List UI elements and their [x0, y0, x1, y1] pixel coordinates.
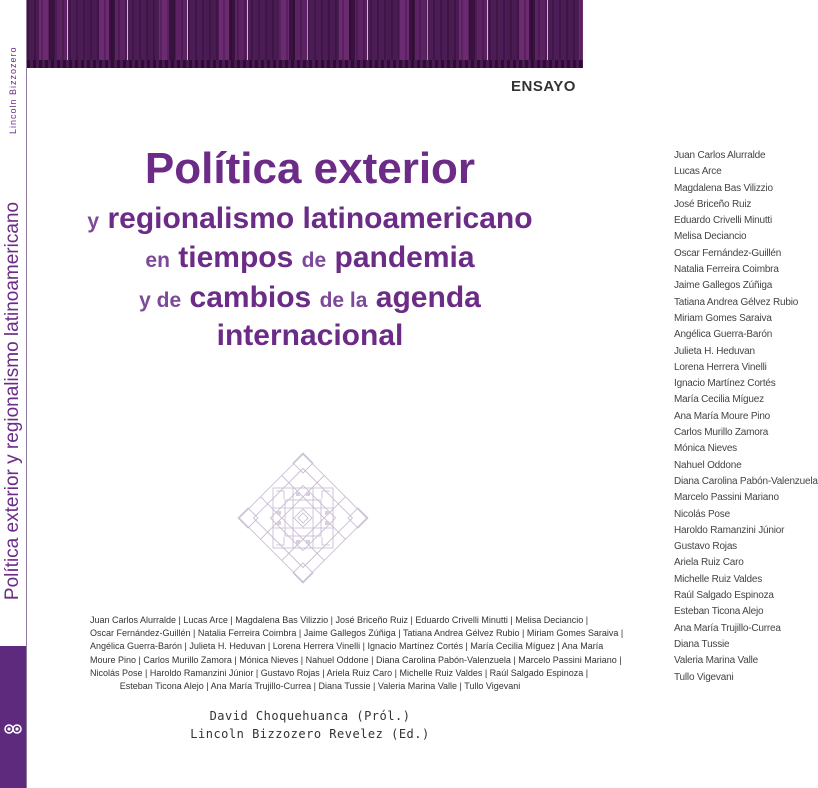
contributor-name: Valeria Marina Valle: [674, 655, 759, 667]
contributor-name: Michelle Ruiz Valdes: [674, 573, 763, 585]
contributor-name: María Cecilia Míguez: [674, 394, 764, 406]
contributor-name: Ariela Ruiz Caro: [674, 557, 744, 569]
contributor-name: Oscar Fernández-Guillén: [674, 247, 782, 259]
contributor-name: Juan Carlos Alurralde: [674, 150, 766, 161]
contributor-name: Ana María Moure Pino: [674, 410, 771, 422]
contributor-name: Jaime Gallegos Zúñiga: [674, 280, 773, 292]
prologue-credit: David Choquehuanca (Pról.): [209, 709, 411, 723]
series-label: ENSAYO: [511, 78, 576, 95]
contributor-name: Marcelo Passini Mariano: [674, 492, 779, 504]
contributor-name: Julieta H. Heduvan: [674, 345, 755, 357]
contributors-line: Juan Carlos Alurralde | Lucas Arce | Magdalena Bas Vilizzio | José Briceño Ruiz | Eduardo Crivelli Minutti | Melisa Deciancio |: [90, 615, 589, 625]
spine-color-band: [0, 646, 26, 788]
title-line-3: [40, 243, 580, 273]
contributor-name: Diana Carolina Pabón-Valenzuela: [674, 475, 818, 487]
contributor-list: [674, 148, 818, 686]
contributor-name: Angélica Guerra-Barón: [674, 329, 773, 341]
textile-banner-image: [27, 0, 583, 68]
contributors-line: Nicolás Pose | Haroldo Ramanzini Júnior | Gustavo Rojas | Ariela Ruiz Caro | Michelle Ruiz Valdes | Raúl Salgado Espinoza |: [90, 667, 589, 678]
contributor-name: Tatiana Andrea Gélvez Rubio: [674, 296, 799, 308]
spiral-logo-icon: [4, 722, 22, 736]
title-word: pandemia: [334, 241, 475, 274]
title-connector: y: [87, 210, 100, 233]
contributor-name: Haroldo Ramanzini Júnior: [674, 524, 785, 536]
title-line-4: [40, 283, 580, 313]
title-word: regionalismo latinoamericano: [107, 202, 533, 235]
title-word: cambios: [189, 281, 312, 314]
title-word: agenda: [375, 281, 481, 314]
contributor-name: Eduardo Crivelli Minutti: [674, 215, 773, 227]
andean-textile-emblem-icon: [228, 443, 378, 593]
contributor-name: Lorena Herrera Vinelli: [674, 361, 767, 373]
contributor-name: Melisa Deciancio: [674, 231, 747, 243]
title-line-1: Política exterior: [144, 144, 476, 193]
contributor-name: Ignacio Martínez Cortés: [674, 378, 776, 390]
spine-divider: [26, 0, 27, 788]
title-connector: y de: [139, 289, 182, 312]
contributors-line: Moure Pino | Carlos Murillo Zamora | Mónica Nieves | Nahuel Oddone | Diana Carolina Pabón-Valenzuela | Marcelo Passini Mariano |: [90, 654, 622, 665]
contributor-name: Diana Tussie: [674, 638, 730, 650]
book-spine: [0, 0, 26, 788]
contributor-name: Gustavo Rojas: [674, 541, 737, 553]
contributor-name: Ana María Trujillo-Currea: [674, 622, 781, 634]
contributor-name: Magdalena Bas Vilizzio: [674, 182, 773, 194]
editor-credit: Lincoln Bizzozero Revelez (Ed.): [190, 727, 430, 741]
contributor-name: Mónica Nieves: [674, 443, 737, 455]
title-connector: de la: [319, 289, 368, 312]
spine-author: Lincoln Bizzozero: [8, 46, 18, 134]
spine-title: Política exterior y regionalismo latinoamericano: [2, 201, 23, 601]
title-word: tiempos: [178, 241, 294, 274]
contributor-name: Nicolás Pose: [674, 508, 730, 520]
title-connector: de: [301, 249, 327, 272]
contributor-name: Carlos Murillo Zamora: [674, 427, 769, 439]
title-line-5: internacional: [216, 319, 404, 352]
contributor-name: Esteban Ticona Alejo: [674, 606, 764, 618]
contributor-name: Tullo Vigevani: [674, 671, 734, 683]
title-line-2: [40, 204, 580, 234]
contributor-name: Miriam Gomes Saraiva: [674, 312, 772, 324]
title-connector: en: [145, 249, 170, 272]
contributors-line: Oscar Fernández-Guillén | Natalia Ferreira Coimbra | Jaime Gallegos Zúñiga | Tatiana Andrea Gélvez Rubio | Miriam Gomes Saraiva |: [90, 628, 624, 639]
contributor-name: José Briceño Ruiz: [674, 198, 752, 210]
contributor-name: Lucas Arce: [674, 166, 722, 178]
contributor-name: Raúl Salgado Espinoza: [674, 590, 774, 602]
contributors-paragraph: [90, 614, 624, 693]
contributor-name: Nahuel Oddone: [674, 459, 742, 471]
contributors-line: Esteban Ticona Alejo | Ana María Trujillo-Currea | Diana Tussie | Valeria Marina Valle | Tullo Vigevani: [119, 681, 521, 692]
contributors-line: Angélica Guerra-Barón | Julieta H. Heduvan | Lorena Herrera Vinelli | Ignacio Martínez Cortés | María Cecilia Míguez | Ana María: [90, 641, 604, 652]
contributor-name: Natalia Ferreira Coimbra: [674, 264, 779, 276]
